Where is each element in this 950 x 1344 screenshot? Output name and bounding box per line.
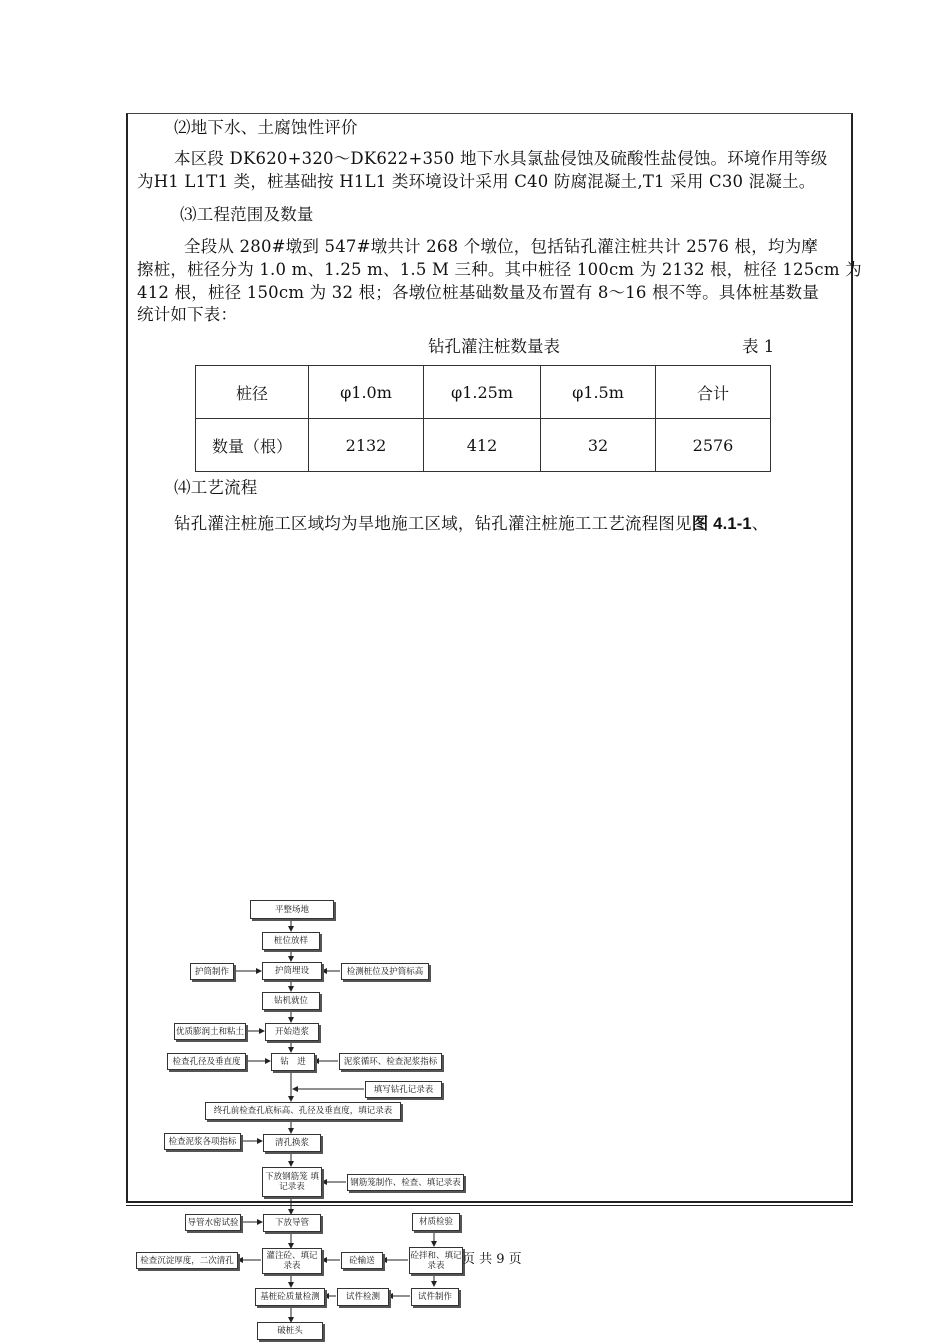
flow-side-clay: 优质膨润土和粘土	[174, 1023, 246, 1040]
table-title: 钻孔灌注桩数量表	[428, 337, 560, 356]
table-cell: 2132	[309, 419, 424, 472]
flow-side-mix: 砼拌和、填记录表	[409, 1247, 463, 1274]
flow-step-final-check: 终孔前检查孔底标高、孔径及垂直度，填记录表	[205, 1102, 401, 1120]
section-3-line-2: 擦桩，桩径分为 1.0 m、1.25 m、1.5 M 三种。其中桩径 100cm 为 2132 根，桩径 125cm 为	[137, 260, 862, 279]
flow-step-cage: 下放钢筋笼 填记录表	[262, 1167, 322, 1197]
table-cell: φ1.5m	[541, 366, 656, 419]
flow-side-cage-make: 钢筋笼制作、检查、填记录表	[347, 1174, 464, 1191]
table-cell: 数量（根）	[196, 419, 309, 472]
section-4-text: 钻孔灌注桩施工区域均为旱地施工区域，钻孔灌注桩施工工艺流程图见	[174, 514, 692, 533]
section-2-heading: ⑵地下水、土腐蚀性评价	[174, 118, 358, 137]
flow-step-quality: 基桩砼质量检测	[255, 1288, 325, 1306]
section-2-line-1: 本区段 DK620+320～DK622+350 地下水具氯盐侵蚀及硫酸性盐侵蚀。环境作用等级	[174, 149, 828, 168]
flow-step-drill: 钻 进	[271, 1053, 315, 1071]
flow-side-slurry-cycle: 泥浆循环、检查泥浆指标	[339, 1053, 442, 1070]
section-3-heading: ⑶工程范围及数量	[180, 205, 314, 224]
flow-side-casing-make: 护筒制作	[190, 963, 234, 980]
flow-side-drill-record: 填写钻孔记录表	[365, 1081, 442, 1098]
table-cell: 合计	[656, 366, 771, 419]
flow-side-specimen-test: 试件检测	[337, 1288, 389, 1306]
flow-step-clean: 清孔换浆	[263, 1134, 321, 1152]
table-cell: 412	[424, 419, 541, 472]
flow-side-material: 材质检验	[412, 1213, 460, 1231]
table-cell: φ1.0m	[309, 366, 424, 419]
table-number: 表 1	[742, 337, 775, 356]
section-3-line-1: 全段从 280#墩到 547#墩共计 268 个墩位，包括钻孔灌注桩共计 2576 根，均为摩	[184, 237, 818, 256]
section-3-line-3: 412 根，桩径 150cm 为 32 根；各墩位桩基础数量及布置有 8～16 根不等。具体桩基数量	[137, 283, 820, 302]
page-number: 页 共 9 页	[462, 1252, 522, 1267]
flow-side-check-pos: 检测桩位及护筒标高	[341, 963, 429, 980]
flow-step-stake: 桩位放样	[262, 932, 320, 950]
section-4-heading: ⑷工艺流程	[174, 478, 258, 497]
table-cell: 32	[541, 419, 656, 472]
flow-side-check-dia: 检查孔径及垂直度	[167, 1053, 246, 1070]
flow-step-casing: 护筒埋设	[262, 962, 322, 980]
flow-side-transport: 砼输送	[341, 1252, 383, 1269]
flow-step-slurry: 开始造浆	[265, 1023, 319, 1041]
table-cell: φ1.25m	[424, 366, 541, 419]
flow-step-cut: 破桩头	[257, 1322, 323, 1340]
section-4-suffix: 、	[751, 514, 769, 533]
table-cell: 桩径	[196, 366, 309, 419]
section-2-line-2: 为H1 L1T1 类，桩基础按 H1L1 类环境设计采用 C40 防腐混凝土,T1 采用 C30 混凝土。	[137, 172, 816, 191]
flow-step-rig: 钻机就位	[262, 992, 320, 1010]
flow-step-level: 平整场地	[250, 900, 334, 919]
flow-side-water-test: 导管水密试验	[185, 1214, 241, 1231]
figure-reference: 图 4.1-1	[691, 515, 752, 533]
table-cell: 2576	[656, 419, 771, 472]
section-3-line-4: 统计如下表：	[137, 305, 238, 324]
flow-side-sediment: 检查沉淀厚度，二次清孔	[136, 1252, 238, 1269]
flow-step-pour: 灌注砼、填记录表	[262, 1248, 322, 1274]
flow-side-slurry-index: 检查泥浆各项指标	[164, 1133, 241, 1150]
flow-side-specimen-make: 试件制作	[411, 1288, 459, 1306]
flow-step-conduit: 下放导管	[263, 1214, 321, 1232]
